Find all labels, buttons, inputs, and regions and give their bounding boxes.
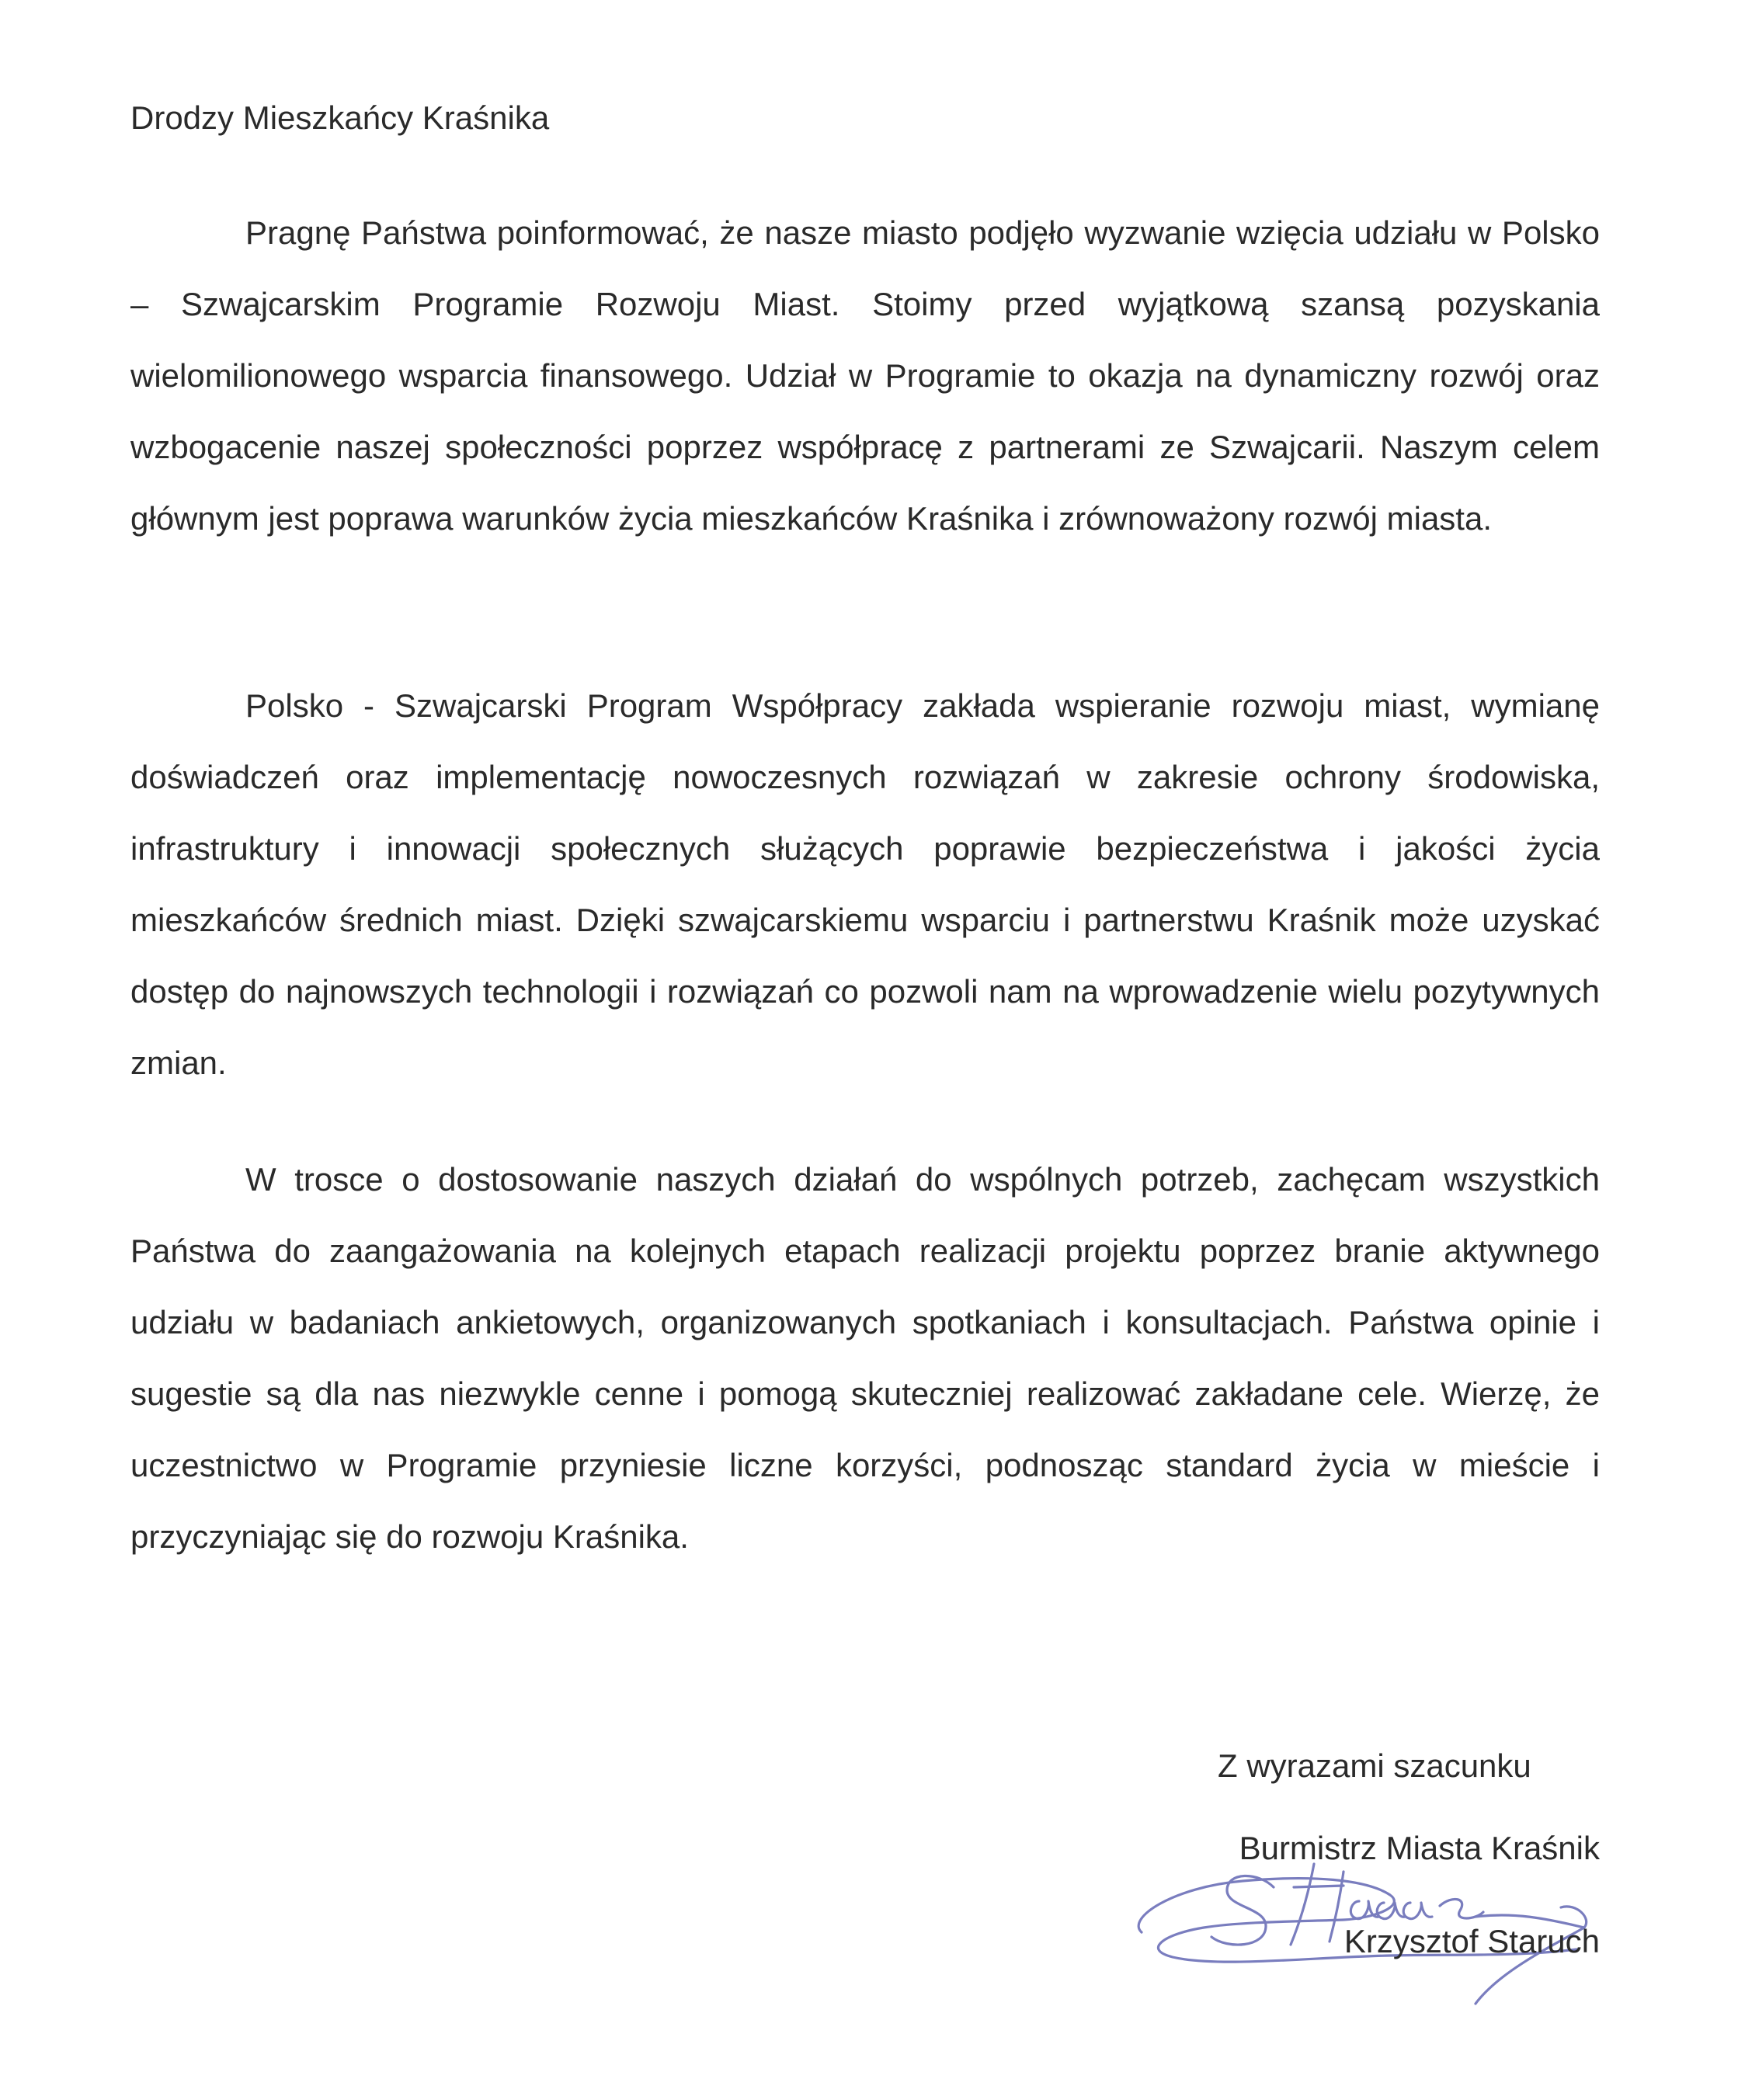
letter-paragraph-3: W trosce o dostosowanie naszych działań do wspólnych potrzeb, zachęcam wszystkich Państwa do zaangażowania na kolejnych etapach realizacji projektu poprzez branie aktywnego udziału w badaniach ankietowych, organizowanych spotkaniach i konsultacjach. Państwa opinie i sugestie są dla nas niezwykle cenne i pomogą skuteczniej realizować zakładane cele. Wierzę, że uczestnictwo w Programie przyniesie liczne korzyści, podnosząc standard życia w mieście i przyczyniając się do rozwoju Kraśnika.: [130, 1161, 1600, 1555]
signatory-name: Krzysztof Staruch: [1343, 1923, 1600, 1959]
signatory-title: Burmistrz Miasta Kraśnik: [1239, 1830, 1600, 1866]
letter-paragraph-1: Pragnę Państwa poinformować, że nasze miasto podjęło wyzwanie wzięcia udziału w Polsko – Szwajcarskim Programie Rozwoju Miast. Stoimy przed wyjątkową szansą pozyskania wielomilionowego wsparcia finansowego. Udział w Programie to okazja na dynamiczny rozwój oraz wzbogacenie naszej społeczności poprzez współpracę z partnerami ze Szwajcarii. Naszym celem głównym jest poprawa warunków życia mieszkańców Kraśnika i zrównoważony rozwój miasta.: [130, 214, 1600, 537]
letter-paragraph-2: Polsko - Szwajcarski Program Współpracy zakłada wspieranie rozwoju miast, wymianę doświadczeń oraz implementację nowoczesnych rozwiązań w zakresie ochrony środowiska, infrastruktury i innowacji społecznych służących poprawie bezpieczeństwa i jakości życia mieszkańców średnich miast. Dzięki szwajcarskiemu wsparciu i partnerstwu Kraśnik może uzyskać dostęp do najnowszych technologii i rozwiązań co pozwoli nam na wprowadzenie wielu pozytywnych zmian.: [130, 687, 1600, 1081]
letter-closing: Z wyrazami szacunku: [1218, 1747, 1531, 1784]
letter-greeting: Drodzy Mieszkańcy Kraśnika: [130, 99, 550, 136]
